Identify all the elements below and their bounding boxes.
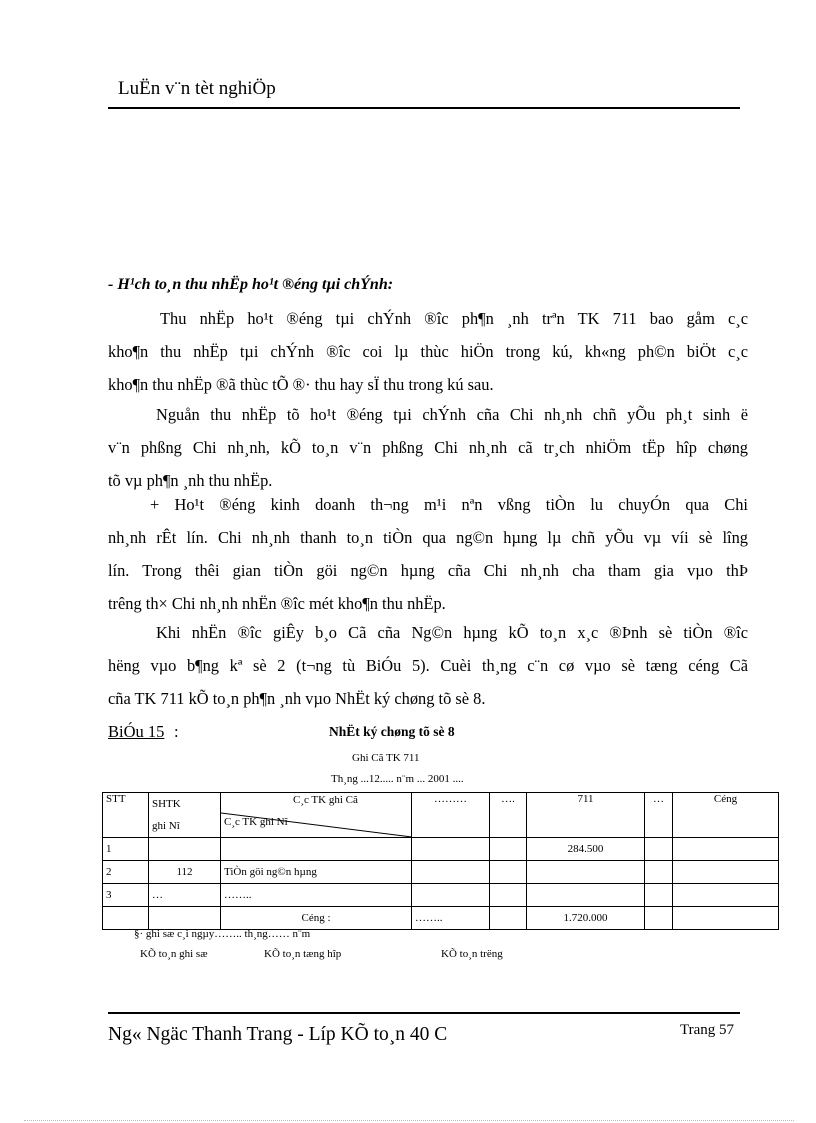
row-cell xyxy=(412,861,490,884)
header-col-dots2: …. xyxy=(490,793,527,838)
page-number: Trang 57 xyxy=(680,1022,735,1038)
row-cell xyxy=(490,861,527,884)
journal-table xyxy=(102,792,779,930)
row-stt: 1 xyxy=(103,838,149,861)
header-shtk xyxy=(149,793,221,838)
row-shtk: … xyxy=(149,884,221,907)
text-line: hëng vµo b¶ng kª sè 2 (t¬ng tù BiÓu 5). Cuèi th¸ng c¨n cø vµo sè tæng céng Cã xyxy=(108,656,748,675)
footer-rule xyxy=(108,1012,740,1014)
ledger-date-line: §· ghi sæ c¸i ngµy…….. th¸ng…… n¨m xyxy=(134,928,311,940)
table-row xyxy=(103,861,779,884)
row-shtk xyxy=(149,838,221,861)
exhibit-colon: : xyxy=(174,722,179,741)
page-bottom-dotted-line xyxy=(24,1120,794,1121)
row-desc xyxy=(221,838,412,861)
row-cell xyxy=(645,884,673,907)
row-desc: TiÒn göi ng©n hµng xyxy=(221,861,412,884)
text-line: Khi nhËn ®îc giÊy b¸o Cã cña Ng©n hµng kÕ to¸n x¸c ®Þnh sè tiÒn ®îc xyxy=(156,623,748,642)
text-line: v¨n phßng Chi nh¸nh, kÕ to¸n v¨n phßng Chi nh¸nh cã tr¸ch nhiÖm tËp hîp chøng xyxy=(108,438,748,457)
row-cell xyxy=(412,838,490,861)
row-cell xyxy=(645,838,673,861)
row-shtk: 112 xyxy=(149,861,221,884)
table-row xyxy=(103,838,779,861)
header-col-711: 711 xyxy=(527,793,645,838)
paragraph-3 xyxy=(108,488,748,620)
row-stt: 2 xyxy=(103,861,149,884)
signature-summary: KÕ to¸n tæng hîp xyxy=(264,948,342,960)
header-stt: STT xyxy=(103,793,149,838)
row-cell xyxy=(412,884,490,907)
total-711-value: 1.720.000 xyxy=(527,907,645,930)
row-711-value xyxy=(527,884,645,907)
row-cell xyxy=(673,838,779,861)
text-line: kho¶n thu nhËp tµi chÝnh ®îc coi lµ thùc hiÖn trong kú, kh«ng ph©n biÖt c¸c xyxy=(108,342,748,361)
header-col-dots1: ……… xyxy=(412,793,490,838)
footer-author: Ng« Ngäc Thanh Trang - Líp KÕ to¸n 40 C xyxy=(108,1024,448,1045)
journal-title: NhËt ký chøng tõ sè 8 xyxy=(329,724,455,739)
row-cell xyxy=(149,907,221,930)
header-col-total: Céng xyxy=(673,793,779,838)
row-cell xyxy=(103,907,149,930)
text-line: tõ vµ ph¶n ¸nh thu nhËp. xyxy=(108,471,273,490)
total-label: Céng : xyxy=(221,907,412,930)
text-line: Nguån thu nhËp tõ ho¹t ®éng tµi chÝnh cña Chi nh¸nh chñ yÕu ph¸t sinh ë xyxy=(156,405,748,424)
text-line: lín. Trong thêi gian tiÒn göi ng©n hµng cña Chi nh¸nh cha tham gia vµo thÞ xyxy=(108,561,748,580)
row-cell xyxy=(490,907,527,930)
journal-subtitle: Ghi Cã TK 711 xyxy=(352,752,420,764)
row-711-value xyxy=(527,861,645,884)
header-title: LuËn v¨n tèt nghiÖp xyxy=(118,78,276,99)
row-cell xyxy=(490,884,527,907)
header-credit-accounts: C¸c TK ghi Cã xyxy=(293,794,358,806)
text-line: + Ho¹t ®éng kinh doanh th¬ng m¹i nªn vßng tiÒn lu chuyÓn qua Chi xyxy=(150,495,748,514)
paragraph-4 xyxy=(108,616,748,715)
table-header-row xyxy=(103,793,779,838)
header-rule xyxy=(108,107,740,109)
header-shtk-line2: ghi Nî xyxy=(152,820,180,832)
header-shtk-line1: SHTK xyxy=(152,798,181,810)
text-line: trêng th× Chi nh¸nh nhËn ®îc mét kho¶n thu nhËp. xyxy=(108,594,446,613)
exhibit-label: BiÓu 15 xyxy=(108,722,165,741)
row-cell xyxy=(673,907,779,930)
row-desc: …….. xyxy=(221,884,412,907)
table-total-row xyxy=(103,907,779,930)
signature-chief: KÕ to¸n trëng xyxy=(441,948,503,960)
header-diagonal-cell xyxy=(221,793,412,838)
journal-period: Th¸ng ...12..... n¨m ... 2001 .... xyxy=(331,773,464,785)
paragraph-2 xyxy=(108,398,748,497)
text-line: Thu nhËp ho¹t ®éng tµi chÝnh ®îc ph¶n ¸nh trªn TK 711 bao gåm c¸c xyxy=(160,309,748,328)
row-stt: 3 xyxy=(103,884,149,907)
text-line: cña TK 711 kÕ to¸n ph¶n ¸nh vµo NhËt ký chøng tõ sè 8. xyxy=(108,689,486,708)
row-711-value: 284.500 xyxy=(527,838,645,861)
row-cell xyxy=(645,861,673,884)
table-row xyxy=(103,884,779,907)
header-debit-accounts: C¸c TK ghi Nî xyxy=(224,816,288,828)
header-col-dots3: … xyxy=(645,793,673,838)
total-dots: …….. xyxy=(412,907,490,930)
text-line: kho¶n thu nhËp ®ã thùc tÕ ®· thu hay sÏ thu trong kú sau. xyxy=(108,375,494,394)
signature-preparer: KÕ to¸n ghi sæ xyxy=(140,948,208,960)
row-cell xyxy=(645,907,673,930)
text-line: nh¸nh rÊt lín. Chi nh¸nh thanh to¸n tiÒn qua ng©n hµng lµ chñ yÕu vµ víi sè lîng xyxy=(108,528,748,547)
paragraph-1 xyxy=(108,302,748,401)
row-cell xyxy=(673,884,779,907)
row-cell xyxy=(673,861,779,884)
row-cell xyxy=(490,838,527,861)
section-heading: - H¹ch to¸n thu nhËp ho¹t ®éng tµi chÝnh: xyxy=(108,276,394,293)
